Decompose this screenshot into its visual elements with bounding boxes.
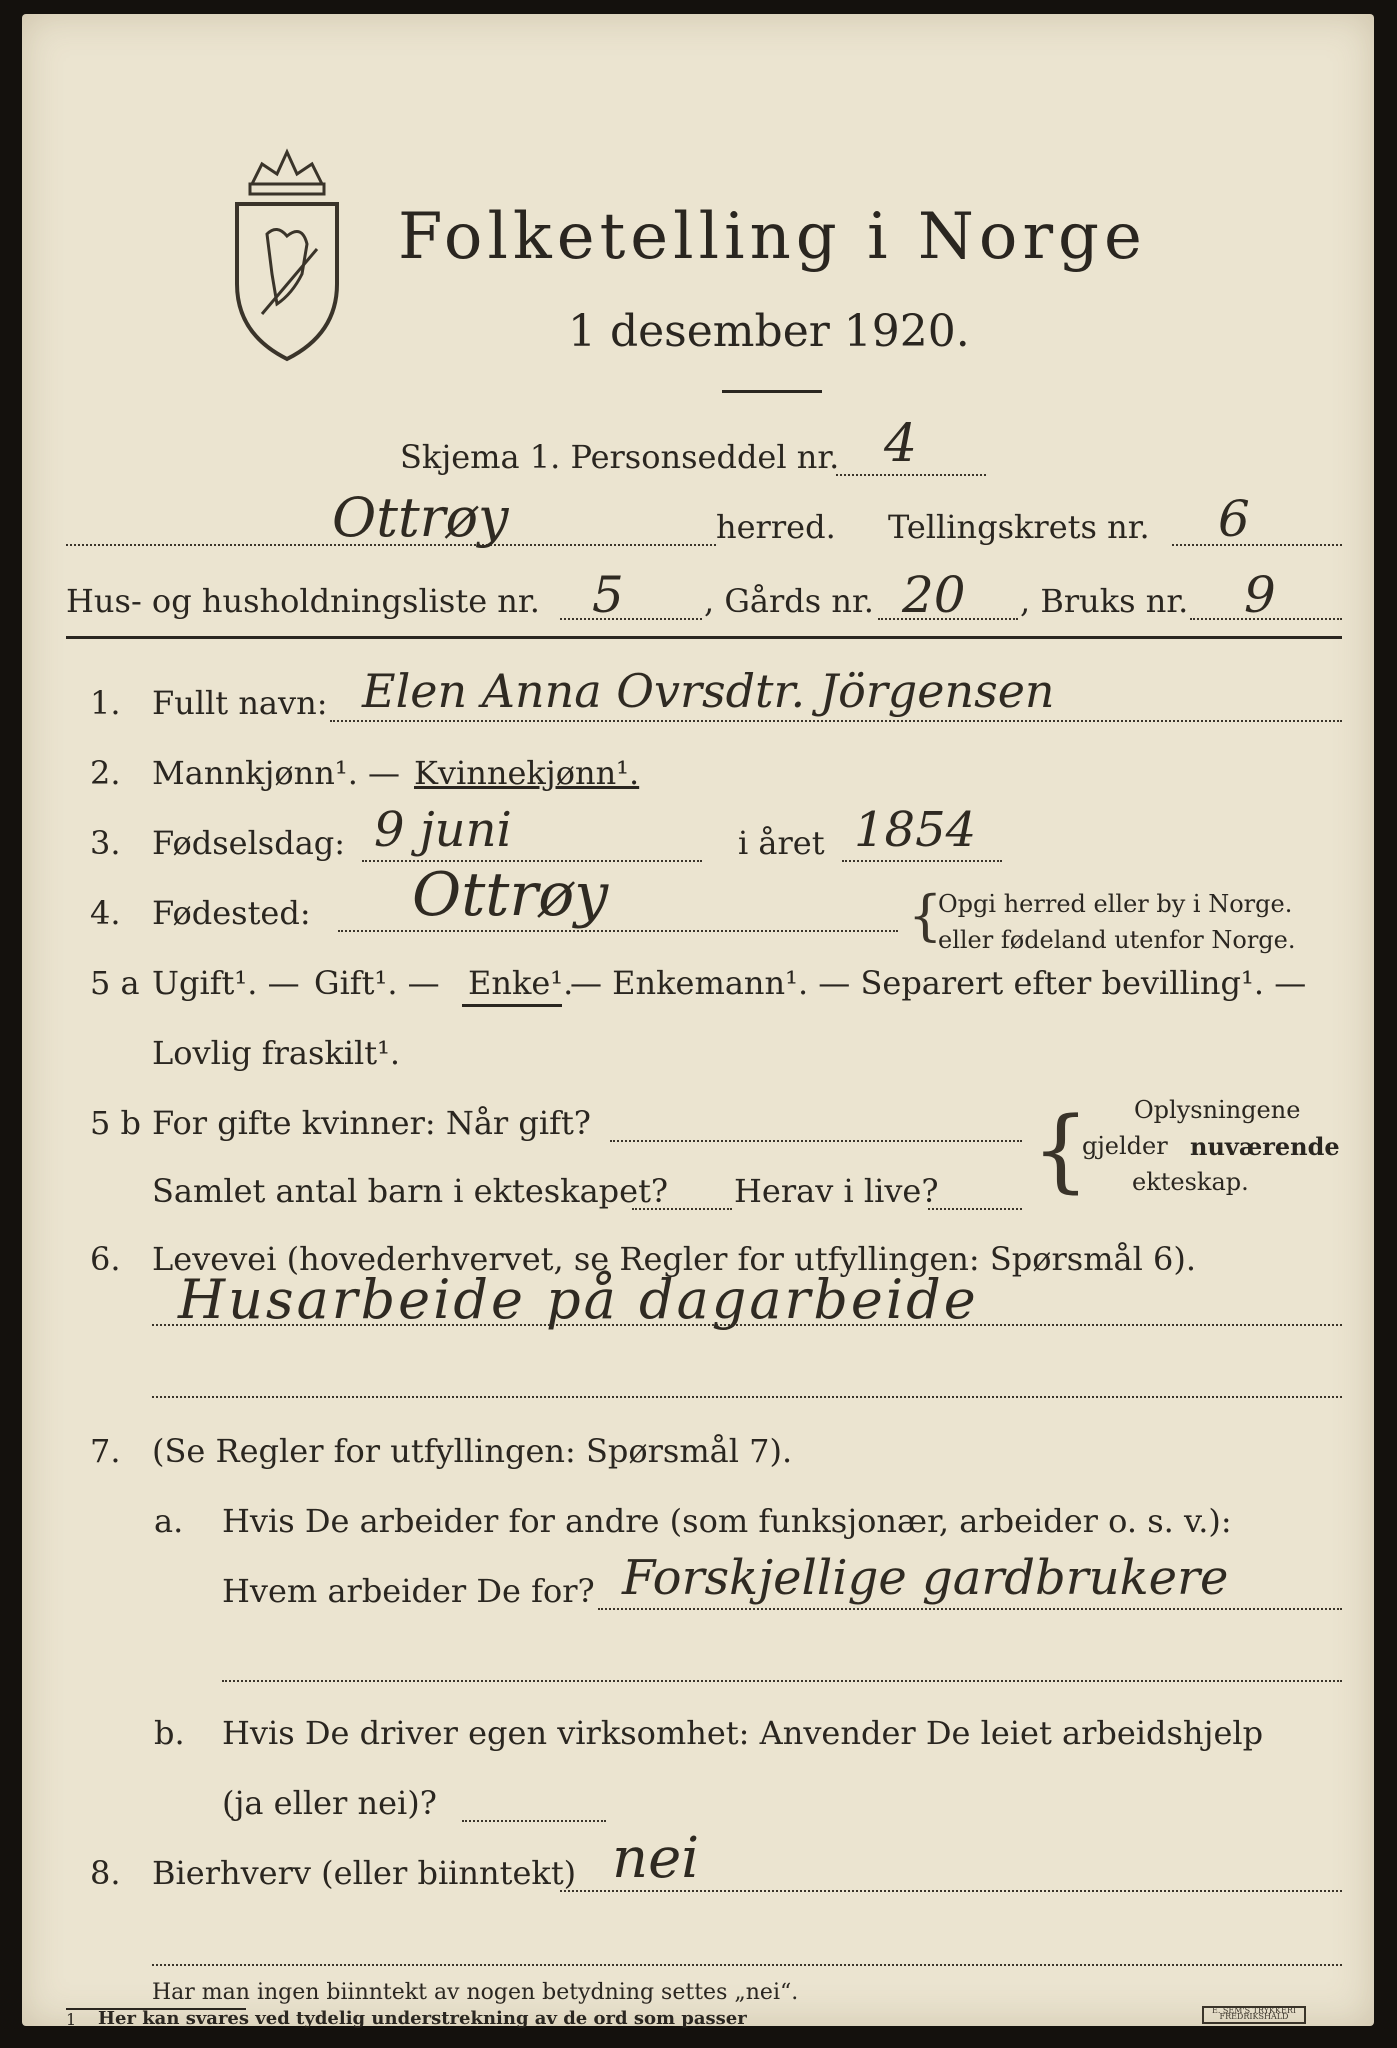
q5b-brace: { bbox=[1032, 1098, 1090, 1203]
bruks-label: , Bruks nr. bbox=[1020, 582, 1189, 620]
birthplace-value: Ottrøy bbox=[412, 860, 609, 930]
q7a-label: Hvis De arbeider for andre (som funksjonær, arbeider o. s. v.): bbox=[222, 1502, 1232, 1540]
occupation-value: Husarbeide på dagarbeide bbox=[178, 1268, 979, 1331]
lovlig-fraskilt-option: Lovlig fraskilt¹. bbox=[152, 1034, 401, 1072]
q6-label: Levevei (hovederhvervet, se Regler for utfyllingen: Spørsmål 6). bbox=[152, 1240, 1197, 1278]
mannkjonn-option: Mannkjønn¹. — bbox=[152, 754, 401, 792]
q4-brace: { bbox=[908, 884, 943, 947]
q7-number: 7. bbox=[90, 1432, 121, 1470]
q5b-note-2b: nuværende bbox=[1190, 1132, 1340, 1161]
herred-label: herred. bbox=[716, 508, 836, 546]
q5a-other-options: — Enkemann¹. — Separert efter bevilling¹. — bbox=[570, 964, 1307, 1002]
q4-note-2: eller fødeland utenfor Norge. bbox=[938, 926, 1296, 954]
nei-note: Har man ingen biinntekt av nogen betydning settes „nei“. bbox=[152, 1980, 799, 2005]
herav-i-live-label: Herav i live? bbox=[734, 1172, 939, 1210]
q8-number: 8. bbox=[90, 1854, 121, 1892]
gards-label: , Gårds nr. bbox=[704, 582, 874, 620]
husholdningsliste-label: Hus- og husholdningsliste nr. bbox=[66, 582, 540, 620]
q5b-note-2a: gjelder bbox=[1082, 1132, 1168, 1160]
employer-value: Forskjellige gardbrukere bbox=[622, 1550, 1229, 1606]
q6-number: 6. bbox=[90, 1240, 121, 1278]
q3-number: 3. bbox=[90, 824, 121, 862]
q7a-label-2: Hvem arbeider De for? bbox=[222, 1572, 595, 1610]
gards-value: 20 bbox=[902, 566, 966, 624]
bruks-value: 9 bbox=[1244, 566, 1276, 624]
q5b-note-1: Oplysningene bbox=[1134, 1096, 1301, 1124]
birth-year-value: 1854 bbox=[854, 802, 977, 858]
ugift-option: Ugift¹. — bbox=[152, 964, 300, 1002]
footnote-text: Her kan svares ved tydelig understrekning av de ord som passer bbox=[98, 2008, 747, 2029]
tellingskrets-value: 6 bbox=[1218, 490, 1250, 548]
enke-underline bbox=[462, 1004, 562, 1007]
q5b-label: For gifte kvinner: Når gift? bbox=[152, 1104, 591, 1142]
norway-coat-of-arms-icon bbox=[222, 144, 352, 364]
tellingskrets-label: Tellingskrets nr. bbox=[888, 508, 1150, 546]
enke-option: Enke¹. bbox=[468, 964, 574, 1002]
q3-label: Fødselsdag: bbox=[152, 824, 346, 862]
q7b-label: Hvis De driver egen virksomhet: Anvender De leiet arbeidshjelp bbox=[222, 1714, 1264, 1752]
footnote-number: 1 bbox=[66, 2010, 77, 2029]
q4-label: Fødested: bbox=[152, 894, 311, 932]
q7b-number: b. bbox=[154, 1714, 185, 1752]
q1-number: 1. bbox=[90, 684, 121, 722]
year-label: i året bbox=[738, 824, 825, 862]
title-divider bbox=[722, 390, 822, 393]
full-name-value: Elen Anna Ovrsdtr. Jörgensen bbox=[362, 664, 1055, 718]
husholdningsliste-value: 5 bbox=[592, 566, 624, 624]
q1-label: Fullt navn: bbox=[152, 684, 328, 722]
q8-label: Bierhverv (eller biinntekt) bbox=[152, 1854, 577, 1892]
q7a-number: a. bbox=[154, 1502, 184, 1540]
printer-mark: E. SEM'S TRYKKERI FREDRIKSHALD bbox=[1202, 2006, 1306, 2024]
header-divider bbox=[66, 636, 1342, 639]
q5b-number: 5 b bbox=[90, 1104, 142, 1142]
q7b-label-2: (ja eller nei)? bbox=[222, 1784, 437, 1822]
q2-number: 2. bbox=[90, 754, 121, 792]
form-date: 1 desember 1920. bbox=[568, 306, 970, 357]
q5b-note-3: ekteskap. bbox=[1132, 1168, 1249, 1196]
herred-value: Ottrøy bbox=[332, 486, 509, 549]
skjema-label: Skjema 1. Personseddel nr. bbox=[400, 438, 840, 476]
q4-note-1: Opgi herred eller by i Norge. bbox=[938, 890, 1293, 918]
antal-barn-label: Samlet antal barn i ekteskapet? bbox=[152, 1172, 669, 1210]
bierhverv-value: nei bbox=[612, 1826, 700, 1891]
birth-date-value: 9 juni bbox=[374, 802, 512, 858]
gift-option: Gift¹. — bbox=[314, 964, 440, 1002]
personseddel-nr-value: 4 bbox=[884, 414, 918, 474]
kvinnekjonn-option: Kvinnekjønn¹. bbox=[414, 754, 640, 792]
q7-label: (Se Regler for utfyllingen: Spørsmål 7). bbox=[152, 1432, 793, 1470]
q5a-number: 5 a bbox=[90, 964, 140, 1002]
census-form-sheet bbox=[22, 14, 1374, 2029]
form-title: Folketelling i Norge bbox=[398, 200, 1147, 274]
q4-number: 4. bbox=[90, 894, 121, 932]
